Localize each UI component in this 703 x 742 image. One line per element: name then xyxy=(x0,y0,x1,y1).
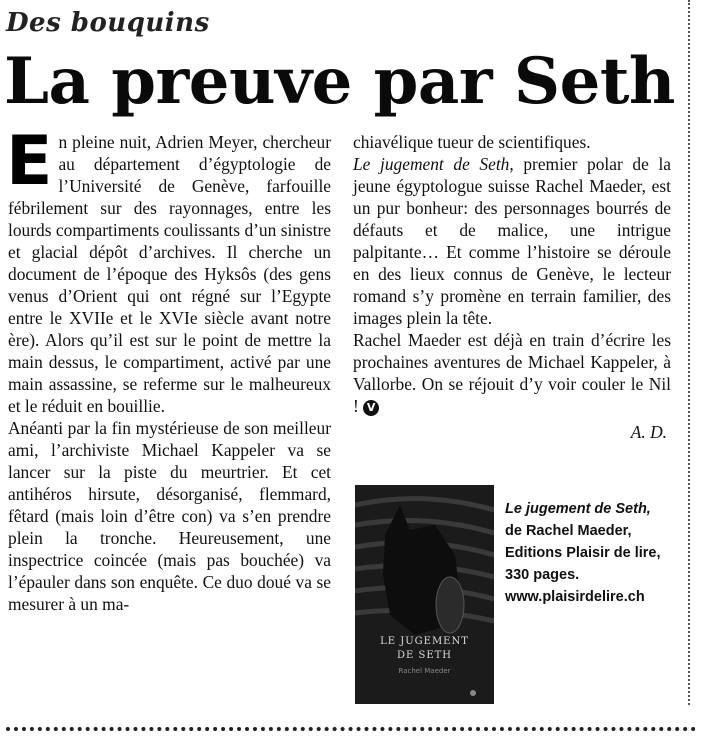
paragraph-1 xyxy=(6,122,331,417)
book-caption xyxy=(505,498,661,608)
section-rubric: Des bouquins xyxy=(6,8,210,38)
article-column-left xyxy=(6,122,331,615)
caption-title: Le jugement de Seth, xyxy=(505,501,651,517)
end-mark-icon: V xyxy=(363,400,379,416)
paragraph-4 xyxy=(353,329,671,417)
drop-cap: E xyxy=(6,122,53,201)
cover-author: Rachel Maeder xyxy=(398,667,451,675)
caption-url: www.plaisirdelire.ch xyxy=(505,589,645,605)
paragraph-3 xyxy=(353,131,671,329)
right-dotted-divider xyxy=(688,0,691,705)
cover-title-line-1: LE JUGEMENT xyxy=(380,636,469,647)
paragraph-3-start: chiavélique tueur de scientifiques. xyxy=(353,132,591,152)
caption-publisher: Editions Plaisir de lire, xyxy=(505,545,661,561)
cover-title xyxy=(355,635,494,663)
book-cover-image xyxy=(355,485,494,704)
book-title-inline: Le jugement de Seth xyxy=(353,154,510,174)
paragraph-1-text: n pleine nuit, Adrien Meyer, chercheur au département d’égyptologie de l’Université de Genève, farfouille fébrilement sur des rayonnages, entre les lourds compartiments coulissants d’un sinistre et glacial dépôt d’archives. Il cherche un document de l’époque des Hyksôs (des gens venus d’Orient qui ont régné sur l’Egypte entre le XVIIe et le XVIe siècle avant notre ère). Alors qu’il est sur le point de mettre la main dessus, le compartiment, activé par une main assassine, se referme sur le malheureux et le réduit en bouillie. xyxy=(8,132,331,416)
article-headline: La preuve par Seth xyxy=(4,44,675,119)
paragraph-2: Anéanti par la fin mystérieuse de son meilleur ami, l’archiviste Michael Kappeler va se lancer sur la piste du meurtrier. Et cet antihéros hirsute, désorganisé, flemmard, fêtard (mais loin d’être con) va s’en prendre plein la tronche. Heureusement, une inspectrice coincée (mais pas bouchée) va l’épauler dans son enquête. Ce duo doué va se mesurer à un ma- xyxy=(8,418,331,614)
paragraph-3-text: , premier polar de la jeune égyptologue suisse Rachel Maeder, est un pur bonheur: des personnages bourrés de défauts et de malice, une intrigue palpitante… Et comme l’histoire se déroule en des lieux connus de Genève, le lecteur romand s’y promène en terrain familier, des images plein la tête. xyxy=(353,154,671,328)
bottom-dotted-divider xyxy=(6,727,696,731)
cover-title-line-2: DE SETH xyxy=(396,650,453,661)
paragraph-4-text: Rachel Maeder est déjà en train d’écrire les prochaines aventures de Michael Kappeler, à Vallorbe. On se réjouit d’y voir couler le Nil ! xyxy=(353,330,671,416)
caption-author: de Rachel Maeder, xyxy=(505,523,632,539)
author-signature: A. D. xyxy=(630,422,667,442)
article-column-right xyxy=(353,131,671,443)
caption-pages: 330 pages. xyxy=(505,567,580,583)
